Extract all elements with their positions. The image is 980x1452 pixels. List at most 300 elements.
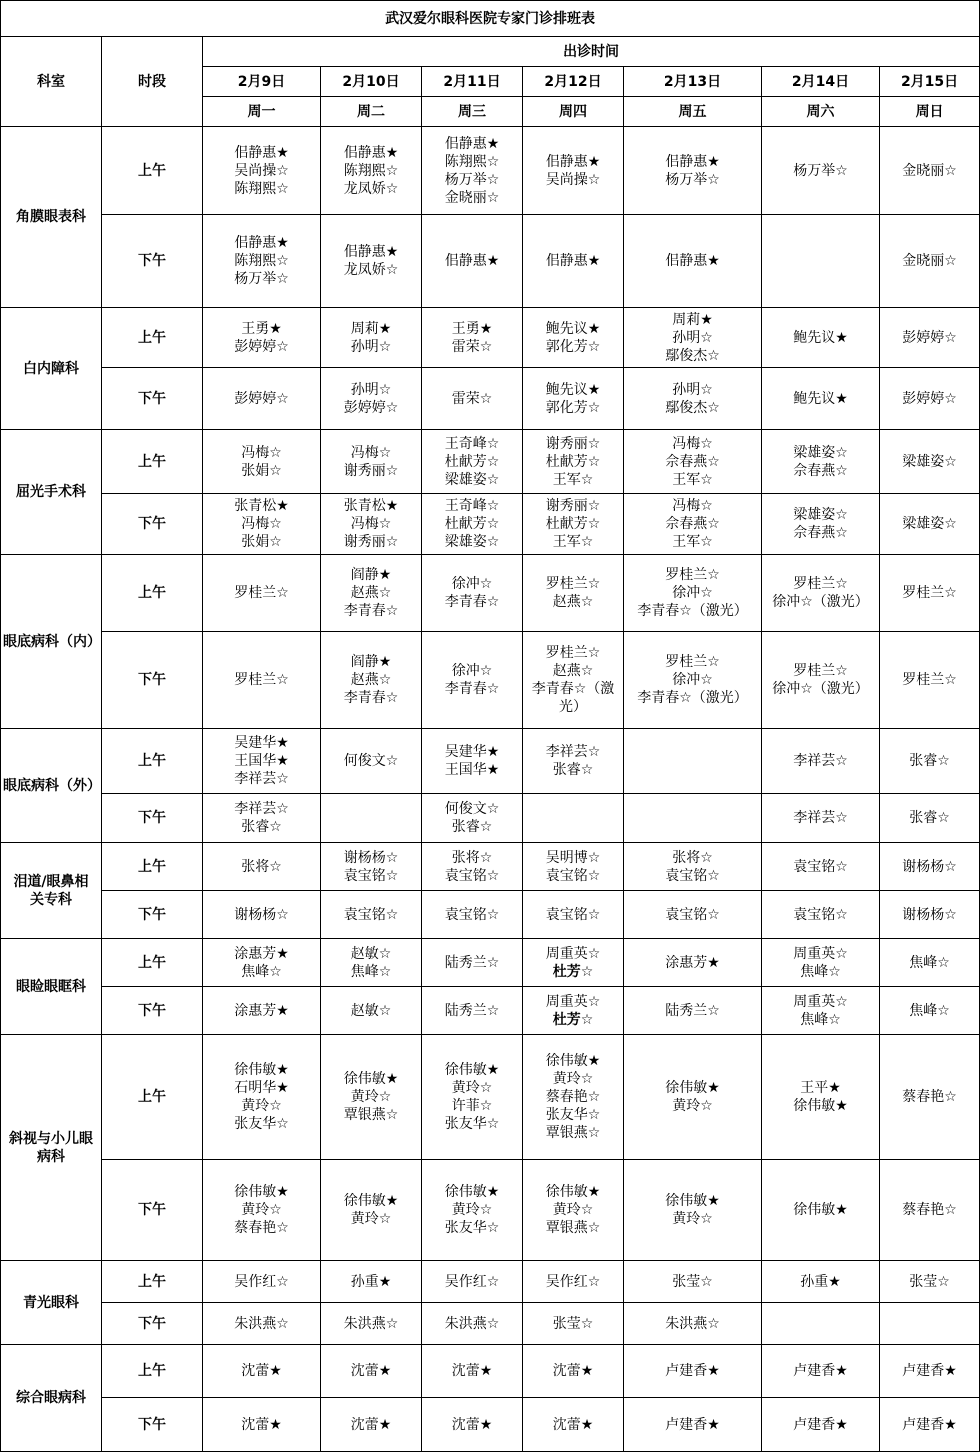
doctor-name: 蔡春艳☆ bbox=[234, 1220, 289, 1236]
schedule-cell bbox=[624, 308, 762, 368]
schedule-cell bbox=[523, 308, 624, 368]
schedule-cell bbox=[203, 843, 321, 891]
doctor-name: 王奇峰☆ bbox=[444, 435, 500, 452]
doctor-name: 卢建香★ bbox=[665, 1416, 720, 1433]
doctor-name: 佘春燕☆ bbox=[793, 462, 848, 479]
schedule-cell bbox=[203, 555, 321, 632]
doctor-name: 张友华☆ bbox=[444, 1116, 500, 1132]
schedule-cell bbox=[523, 555, 624, 632]
doctor-name: 蔡春艳☆ bbox=[902, 1089, 957, 1105]
doctor-name: 张青松★ bbox=[234, 498, 289, 514]
schedule-cell bbox=[321, 632, 422, 729]
schedule-cell bbox=[422, 1261, 523, 1303]
doctor-name: 李青春☆（激光） bbox=[637, 603, 748, 619]
schedule-cell bbox=[762, 368, 880, 430]
doctor-name: 周重英☆ bbox=[545, 945, 601, 962]
schedule-cell bbox=[624, 368, 762, 430]
doctor-name: 张睿☆ bbox=[552, 762, 594, 778]
doctor-name: 赵燕☆ bbox=[552, 594, 594, 610]
doctor-name: 涂惠芳★ bbox=[234, 945, 289, 962]
weekday-header: 周五 bbox=[624, 97, 762, 127]
department-name: 泪道/眼鼻相关专科 bbox=[1, 843, 102, 939]
doctor-name: 徐伟敏★ bbox=[545, 1184, 601, 1200]
doctor-name: 张友华☆ bbox=[234, 1116, 289, 1132]
table-row bbox=[1, 1160, 980, 1261]
doctor-name: 吴作红☆ bbox=[234, 1273, 289, 1290]
doctor-name: 袁宝铭☆ bbox=[545, 906, 601, 923]
table-row bbox=[1, 794, 980, 843]
date-header: 2月13日 bbox=[624, 67, 762, 97]
doctor-name: 梁雄姿☆ bbox=[793, 507, 848, 523]
doctor-name: 周重英☆ bbox=[793, 993, 848, 1010]
table-row bbox=[1, 987, 980, 1035]
doctor-name: 彭婷婷☆ bbox=[902, 329, 957, 346]
schedule-cell bbox=[321, 1261, 422, 1303]
schedule-cell bbox=[762, 987, 880, 1035]
doctor-name: 徐冲☆（激光） bbox=[772, 594, 869, 610]
schedule-cell bbox=[523, 1345, 624, 1398]
schedule-cell bbox=[321, 494, 422, 555]
department-name: 眼底病科（外） bbox=[1, 729, 102, 843]
doctor-name: 徐伟敏★ bbox=[234, 1184, 289, 1200]
schedule-cell bbox=[880, 987, 980, 1035]
department-name: 眼睑眼眶科 bbox=[1, 939, 102, 1035]
doctor-name: 徐伟敏★ bbox=[444, 1184, 500, 1200]
schedule-cell bbox=[203, 1160, 321, 1261]
schedule-cell bbox=[422, 555, 523, 632]
doctor-name: 徐伟敏★ bbox=[234, 1062, 289, 1078]
schedule-cell bbox=[422, 494, 523, 555]
doctor-name: 李青春☆ bbox=[343, 603, 399, 619]
doctor-name: 杜芳☆ bbox=[552, 963, 594, 980]
schedule-cell bbox=[203, 127, 321, 215]
doctor-name: 谢秀丽☆ bbox=[545, 435, 601, 452]
period-label: 下午 bbox=[102, 215, 203, 308]
schedule-cell bbox=[523, 987, 624, 1035]
period-label: 上午 bbox=[102, 127, 203, 215]
weekday-header: 周一 bbox=[203, 97, 321, 127]
doctor-name: 张友华☆ bbox=[545, 1107, 601, 1123]
doctor-name: 焦峰☆ bbox=[909, 954, 950, 971]
schedule-cell bbox=[624, 1261, 762, 1303]
table-row bbox=[1, 729, 980, 794]
doctor-name: 王军☆ bbox=[552, 471, 594, 488]
schedule-cell bbox=[422, 794, 523, 843]
schedule-cell bbox=[321, 368, 422, 430]
department-name: 青光眼科 bbox=[1, 1261, 102, 1345]
schedule-cell bbox=[203, 939, 321, 987]
schedule-cell bbox=[422, 1035, 523, 1160]
schedule-cell bbox=[880, 494, 980, 555]
schedule-cell bbox=[523, 1160, 624, 1261]
doctor-name: 龙凤娇☆ bbox=[343, 180, 399, 197]
weekday-header: 周三 bbox=[422, 97, 523, 127]
doctor-name: 焦峰☆ bbox=[800, 963, 841, 980]
doctor-name: 杜献芳☆ bbox=[444, 453, 500, 470]
schedule-cell bbox=[523, 127, 624, 215]
schedule-cell bbox=[880, 127, 980, 215]
period-label: 下午 bbox=[102, 1303, 203, 1345]
doctor-name: 焦峰☆ bbox=[909, 1002, 950, 1019]
doctor-name: 罗桂兰☆ bbox=[234, 672, 289, 688]
doctor-name: 郭化芳☆ bbox=[545, 399, 601, 416]
doctor-name: 杜献芳☆ bbox=[545, 516, 601, 532]
doctor-name: 张睿☆ bbox=[241, 819, 282, 835]
schedule-cell bbox=[203, 308, 321, 368]
doctor-name: 鲍先议★ bbox=[545, 320, 601, 337]
period-label: 上午 bbox=[102, 430, 203, 494]
schedule-cell bbox=[880, 555, 980, 632]
department-name: 白内障科 bbox=[1, 308, 102, 430]
schedule-cell bbox=[422, 843, 523, 891]
table-row bbox=[1, 368, 980, 430]
doctor-name: 陆秀兰☆ bbox=[444, 1002, 500, 1019]
schedule-cell bbox=[203, 430, 321, 494]
schedule-cell bbox=[203, 729, 321, 794]
schedule-cell bbox=[880, 1160, 980, 1261]
table-row bbox=[1, 308, 980, 368]
doctor-name: 杨万举☆ bbox=[665, 171, 720, 188]
schedule-cell bbox=[880, 1303, 980, 1345]
schedule-cell bbox=[624, 1160, 762, 1261]
doctor-name: 徐伟敏★ bbox=[793, 1202, 848, 1218]
weekday-header: 周二 bbox=[321, 97, 422, 127]
doctor-name: 徐伟敏★ bbox=[665, 1193, 720, 1209]
doctor-name: 阎静★ bbox=[350, 567, 392, 583]
period-label: 上午 bbox=[102, 1345, 203, 1398]
period-label: 下午 bbox=[102, 1398, 203, 1452]
doctor-name: 佘春燕☆ bbox=[665, 516, 720, 532]
doctor-name: 袁宝铭☆ bbox=[444, 867, 500, 884]
schedule-cell bbox=[523, 368, 624, 430]
schedule-cell bbox=[880, 843, 980, 891]
table-row bbox=[1, 494, 980, 555]
doctor-name: 张娟☆ bbox=[241, 534, 282, 550]
date-header: 2月15日 bbox=[880, 67, 980, 97]
period-label: 上午 bbox=[102, 1261, 203, 1303]
table-row bbox=[1, 555, 980, 632]
doctor-name: 王勇★ bbox=[451, 320, 493, 337]
doctor-name: 冯梅☆ bbox=[241, 444, 282, 461]
period-label: 下午 bbox=[102, 368, 203, 430]
doctor-name: 黄玲☆ bbox=[672, 1098, 713, 1114]
schedule-cell bbox=[624, 127, 762, 215]
doctor-name: 雷荣☆ bbox=[451, 338, 493, 355]
schedule-cell bbox=[762, 127, 880, 215]
table-row bbox=[1, 430, 980, 494]
schedule-cell bbox=[762, 1345, 880, 1398]
schedule-cell bbox=[624, 794, 762, 843]
schedule-cell bbox=[321, 939, 422, 987]
doctor-name: 沈蕾★ bbox=[451, 1416, 493, 1433]
doctor-name: 徐伟敏★ bbox=[343, 1071, 399, 1087]
doctor-name: 梁雄姿☆ bbox=[793, 444, 848, 461]
doctor-name: 冯梅☆ bbox=[241, 516, 282, 532]
schedule-cell bbox=[880, 215, 980, 308]
schedule-cell bbox=[422, 729, 523, 794]
schedule-cell bbox=[523, 430, 624, 494]
schedule-cell bbox=[880, 939, 980, 987]
schedule-cell bbox=[422, 632, 523, 729]
doctor-name: 赵燕☆ bbox=[350, 585, 392, 601]
doctor-name: 周重英☆ bbox=[545, 993, 601, 1010]
doctor-name: 冯梅☆ bbox=[672, 435, 713, 452]
doctor-name: 张将☆ bbox=[672, 849, 713, 866]
doctor-name: 王军☆ bbox=[672, 534, 713, 550]
doctor-name: 谢秀丽☆ bbox=[343, 534, 399, 550]
doctor-name: 沈蕾★ bbox=[241, 1363, 282, 1379]
schedule-cell bbox=[523, 215, 624, 308]
doctor-name: 孙明☆ bbox=[350, 338, 392, 355]
doctor-name: 黄玲☆ bbox=[672, 1211, 713, 1227]
doctor-name: 徐伟敏★ bbox=[545, 1053, 601, 1069]
doctor-name: 何俊文☆ bbox=[444, 801, 500, 817]
schedule-cell bbox=[422, 939, 523, 987]
schedule-cell bbox=[321, 215, 422, 308]
date-header: 2月14日 bbox=[762, 67, 880, 97]
schedule-cell bbox=[321, 1160, 422, 1261]
period-label: 上午 bbox=[102, 1035, 203, 1160]
doctor-name: 陈翔熙☆ bbox=[234, 180, 289, 197]
schedule-cell bbox=[624, 1398, 762, 1452]
doctor-name: 沈蕾★ bbox=[552, 1363, 594, 1379]
schedule-cell bbox=[523, 939, 624, 987]
doctor-name: 王军☆ bbox=[552, 534, 594, 550]
doctor-name: 卢建香★ bbox=[793, 1416, 848, 1433]
weekday-header: 周日 bbox=[880, 97, 980, 127]
doctor-name: 黄玲☆ bbox=[241, 1202, 282, 1218]
schedule-cell bbox=[880, 430, 980, 494]
schedule-cell bbox=[422, 1345, 523, 1398]
doctor-name: 周莉★ bbox=[672, 311, 713, 328]
doctor-name: 吴明博☆ bbox=[545, 849, 601, 866]
schedule-cell bbox=[422, 1303, 523, 1345]
doctor-name: 王国华★ bbox=[444, 762, 500, 778]
schedule-cell bbox=[422, 1160, 523, 1261]
doctor-name: 卢建香★ bbox=[665, 1363, 720, 1379]
doctor-name: 徐冲☆ bbox=[672, 585, 713, 601]
doctor-name: 陈翔熙☆ bbox=[444, 153, 500, 170]
department-name: 屈光手术科 bbox=[1, 430, 102, 555]
schedule-cell bbox=[422, 1398, 523, 1452]
doctor-name: 张将☆ bbox=[451, 849, 493, 866]
doctor-name: 袁宝铭☆ bbox=[793, 906, 848, 923]
schedule-cell bbox=[203, 1035, 321, 1160]
doctor-name: 沈蕾★ bbox=[350, 1363, 392, 1379]
schedule-cell bbox=[624, 555, 762, 632]
schedule-cell bbox=[624, 891, 762, 939]
doctor-name: 吴尚操☆ bbox=[234, 162, 289, 179]
time-header: 出诊时间 bbox=[203, 37, 980, 67]
doctor-name: 袁宝铭☆ bbox=[343, 906, 399, 923]
doctor-name: 罗桂兰☆ bbox=[665, 567, 720, 583]
schedule-cell bbox=[203, 215, 321, 308]
doctor-name: 徐伟敏★ bbox=[444, 1062, 500, 1078]
doctor-name: 佀静惠★ bbox=[234, 235, 289, 251]
schedule-cell bbox=[762, 1303, 880, 1345]
doctor-name: 李青春☆ bbox=[444, 594, 500, 610]
doctor-name: 冯梅☆ bbox=[672, 498, 713, 514]
period-label: 下午 bbox=[102, 987, 203, 1035]
doctor-name: 张友华☆ bbox=[444, 1220, 500, 1236]
doctor-name: 袁宝铭☆ bbox=[665, 906, 720, 923]
doctor-name: 赵燕☆ bbox=[552, 663, 594, 679]
doctor-name: 沈蕾★ bbox=[241, 1416, 282, 1433]
doctor-name: 朱洪燕☆ bbox=[234, 1315, 289, 1332]
doctor-name: 王奇峰☆ bbox=[444, 498, 500, 514]
doctor-name: 覃银燕☆ bbox=[545, 1125, 601, 1141]
department-name: 斜视与小儿眼病科 bbox=[1, 1035, 102, 1261]
doctor-name: 佀静惠★ bbox=[665, 253, 720, 269]
doctor-name: 李青春☆（激光） bbox=[531, 681, 615, 715]
department-name: 综合眼病科 bbox=[1, 1345, 102, 1452]
schedule-body bbox=[1, 127, 980, 1452]
schedule-cell bbox=[321, 127, 422, 215]
schedule-cell bbox=[880, 1345, 980, 1398]
table-row bbox=[1, 215, 980, 308]
doctor-name: 罗桂兰☆ bbox=[902, 585, 957, 601]
doctor-name: 涂惠芳★ bbox=[234, 1002, 289, 1019]
doctor-name: 吴作红☆ bbox=[545, 1273, 601, 1290]
doctor-name: 袁宝铭☆ bbox=[793, 858, 848, 875]
doctor-name: 陈翔熙☆ bbox=[343, 162, 399, 179]
doctor-name: 蔡春艳☆ bbox=[902, 1202, 957, 1218]
doctor-name: 鲍先议★ bbox=[793, 329, 848, 346]
doctor-name: 雷荣☆ bbox=[451, 390, 493, 407]
schedule-cell bbox=[321, 1398, 422, 1452]
table-row bbox=[1, 891, 980, 939]
date-header: 2月11日 bbox=[422, 67, 523, 97]
doctor-name: 罗桂兰☆ bbox=[545, 645, 601, 661]
schedule-cell bbox=[624, 729, 762, 794]
doctor-name: 杜献芳☆ bbox=[444, 516, 500, 532]
doctor-name: 阎静★ bbox=[350, 654, 392, 670]
doctor-name: 王平★ bbox=[800, 1080, 841, 1096]
schedule-cell bbox=[624, 1345, 762, 1398]
table-row bbox=[1, 632, 980, 729]
doctor-name: 焦峰☆ bbox=[350, 963, 392, 980]
doctor-name: 孙明☆ bbox=[672, 381, 713, 398]
doctor-name: 谢杨杨☆ bbox=[343, 849, 399, 866]
doctor-name: 黄玲☆ bbox=[552, 1202, 594, 1218]
doctor-name: 杜献芳☆ bbox=[545, 453, 601, 470]
doctor-name: 郭化芳☆ bbox=[545, 338, 601, 355]
doctor-name: 黄玲☆ bbox=[451, 1080, 493, 1096]
doctor-name: 赵敏☆ bbox=[350, 945, 392, 962]
department-name: 眼底病科（内） bbox=[1, 555, 102, 729]
doctor-name: 梁雄姿☆ bbox=[902, 453, 957, 470]
schedule-cell bbox=[762, 494, 880, 555]
doctor-name: 杨万举☆ bbox=[234, 271, 289, 287]
doctor-name: 周重英☆ bbox=[793, 945, 848, 962]
schedule-cell bbox=[422, 215, 523, 308]
doctor-name: 徐冲☆ bbox=[451, 663, 493, 679]
doctor-name: 冯梅☆ bbox=[350, 444, 392, 461]
doctor-name: 梁雄姿☆ bbox=[902, 516, 957, 532]
doctor-name: 卢建香★ bbox=[902, 1363, 957, 1379]
schedule-cell bbox=[321, 1345, 422, 1398]
doctor-name: 吴作红☆ bbox=[444, 1273, 500, 1290]
doctor-name: 石明华★ bbox=[234, 1080, 289, 1096]
doctor-name: 金晓丽☆ bbox=[902, 253, 957, 269]
schedule-cell bbox=[523, 891, 624, 939]
period-label: 上午 bbox=[102, 939, 203, 987]
doctor-name: 龙凤娇☆ bbox=[343, 262, 399, 278]
schedule-cell bbox=[321, 555, 422, 632]
doctor-name: 谢杨杨☆ bbox=[902, 906, 957, 923]
schedule-cell bbox=[624, 215, 762, 308]
doctor-name: 孙明☆ bbox=[672, 329, 713, 346]
doctor-name: 卢建香★ bbox=[793, 1363, 848, 1379]
doctor-name: 焦峰☆ bbox=[800, 1011, 841, 1028]
doctor-name: 吴建华★ bbox=[234, 735, 289, 751]
doctor-name: 金晓丽☆ bbox=[902, 162, 957, 179]
schedule-cell bbox=[624, 987, 762, 1035]
doctor-name: 佀静惠★ bbox=[343, 144, 399, 161]
doctor-name: 覃银燕☆ bbox=[343, 1107, 399, 1123]
doctor-name: 徐冲☆（激光） bbox=[772, 681, 869, 697]
doctor-name: 张睿☆ bbox=[909, 810, 950, 826]
table-row bbox=[1, 1035, 980, 1160]
schedule-cell bbox=[203, 632, 321, 729]
schedule-cell bbox=[762, 555, 880, 632]
doctor-name: 佘春燕☆ bbox=[793, 525, 848, 541]
doctor-name: 黄玲☆ bbox=[552, 1071, 594, 1087]
schedule-cell bbox=[762, 215, 880, 308]
schedule-cell bbox=[523, 1398, 624, 1452]
doctor-name: 罗桂兰☆ bbox=[793, 576, 848, 592]
schedule-cell bbox=[624, 939, 762, 987]
period-header: 时段 bbox=[102, 37, 203, 127]
schedule-cell bbox=[203, 794, 321, 843]
schedule-cell bbox=[880, 794, 980, 843]
doctor-name: 佀静惠★ bbox=[444, 135, 500, 152]
schedule-cell bbox=[523, 843, 624, 891]
doctor-name: 黄玲☆ bbox=[350, 1089, 392, 1105]
schedule-cell bbox=[762, 1035, 880, 1160]
schedule-cell bbox=[321, 1303, 422, 1345]
schedule-cell bbox=[203, 368, 321, 430]
schedule-cell bbox=[880, 308, 980, 368]
doctor-name: 罗桂兰☆ bbox=[234, 585, 289, 601]
doctor-name: 梁雄姿☆ bbox=[444, 471, 500, 488]
period-label: 下午 bbox=[102, 632, 203, 729]
schedule-cell bbox=[321, 430, 422, 494]
doctor-name: 张睿☆ bbox=[451, 819, 493, 835]
doctor-name: 徐冲☆ bbox=[451, 576, 493, 592]
doctor-name: 张娟☆ bbox=[241, 462, 282, 479]
period-label: 下午 bbox=[102, 1160, 203, 1261]
period-label: 下午 bbox=[102, 794, 203, 843]
schedule-cell bbox=[880, 1261, 980, 1303]
schedule-cell bbox=[523, 632, 624, 729]
doctor-name: 王国华★ bbox=[234, 753, 289, 769]
doctor-name: 覃银燕☆ bbox=[545, 1220, 601, 1236]
table-row bbox=[1, 1398, 980, 1452]
doctor-name: 李祥芸☆ bbox=[793, 753, 848, 769]
page-title: 武汉爱尔眼科医院专家门诊排班表 bbox=[1, 1, 980, 37]
doctor-name: 李青春☆（激光） bbox=[637, 690, 748, 706]
schedule-cell bbox=[203, 494, 321, 555]
schedule-cell bbox=[203, 987, 321, 1035]
doctor-name: 谢杨杨☆ bbox=[234, 906, 289, 923]
doctor-name: 徐伟敏★ bbox=[343, 1193, 399, 1209]
table-header bbox=[1, 1, 980, 127]
doctor-name: 佀静惠★ bbox=[444, 253, 500, 269]
schedule-cell bbox=[880, 891, 980, 939]
schedule-cell bbox=[321, 891, 422, 939]
doctor-name: 李祥芸☆ bbox=[793, 810, 848, 826]
